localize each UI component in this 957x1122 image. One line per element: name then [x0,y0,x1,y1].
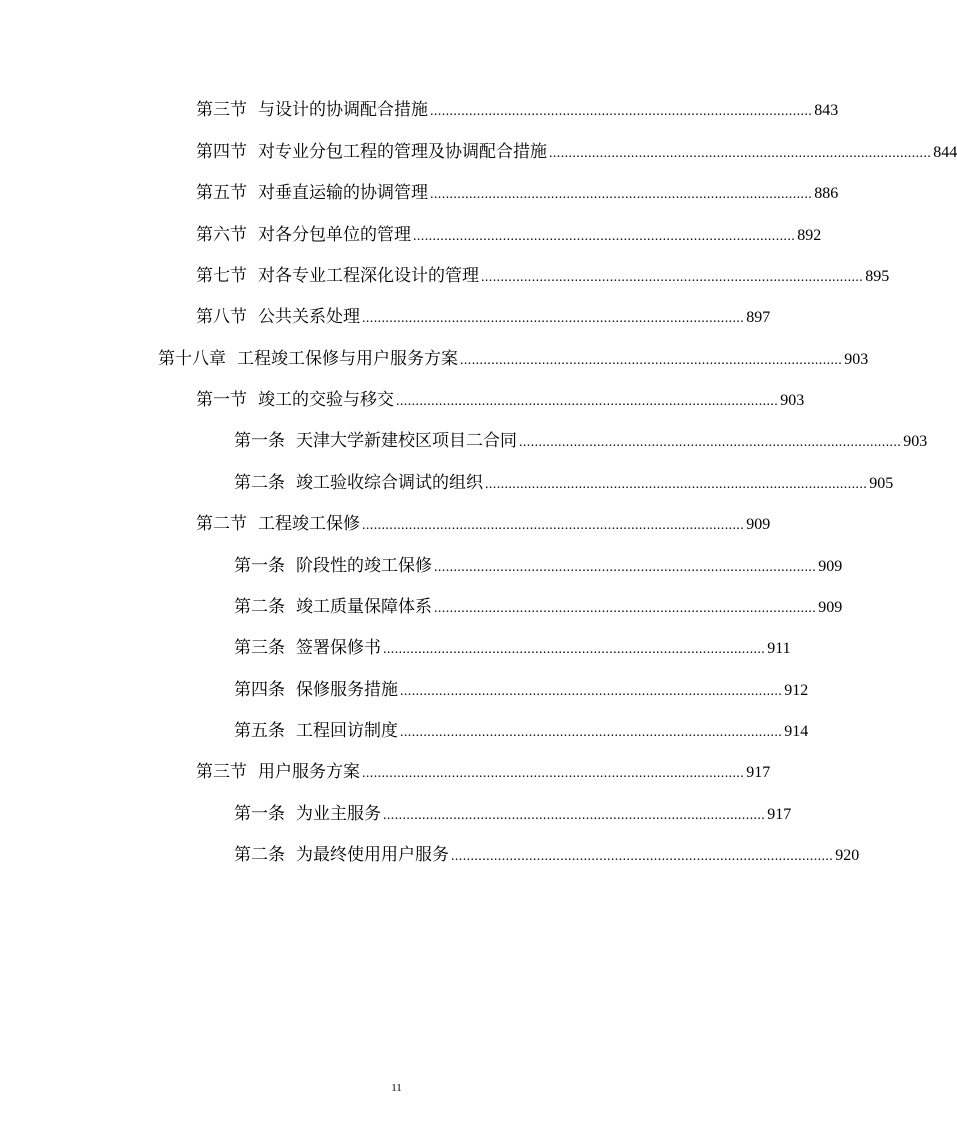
toc-entry-page: 909 [746,516,771,533]
dot-leader: .................................................................................................. [400,725,783,740]
toc-entry-page: 903 [903,433,928,450]
toc-entry[interactable] [234,470,894,496]
toc-entry-page: 920 [835,847,860,864]
toc-entry-number: 第一条 [234,431,285,451]
toc-entry-title: 工程竣工保修与用户服务方案 [237,349,458,369]
dot-leader: .................................................................................................. [519,435,902,450]
toc-entry-title: 竣工的交验与移交 [258,390,394,410]
toc-entry[interactable] [196,263,890,289]
toc-entry-page: 911 [767,640,791,657]
dot-leader: .................................................................................................. [481,270,864,285]
toc-entry-page: 903 [780,392,805,409]
dot-leader: .................................................................................................. [362,311,745,326]
toc-entry-title: 竣工质量保障体系 [296,597,432,617]
toc-entry-page: 912 [784,682,809,699]
toc-entry-page: 917 [746,764,771,781]
toc-entry[interactable] [234,677,809,703]
dot-leader: .................................................................................................. [383,808,766,823]
dot-leader: .................................................................................................. [383,642,766,657]
toc-entry-title: 对专业分包工程的管理及协调配合措施 [258,142,547,162]
dot-leader: .................................................................................................. [430,104,813,119]
toc-entry-page: 895 [865,268,890,285]
toc-entry-title: 工程回访制度 [296,721,398,741]
toc-entry[interactable] [234,553,843,579]
dot-leader: .................................................................................................. [362,518,745,533]
toc-entry-page: 903 [844,351,869,368]
toc-entry-number: 第一条 [234,804,285,824]
dot-leader: .................................................................................................. [413,229,796,244]
toc-entry-number: 第八节 [196,307,247,327]
toc-entry-page: 886 [814,185,839,202]
toc-chapter-entry[interactable] [158,346,869,372]
toc-entry-title: 对各分包单位的管理 [258,225,411,245]
toc-entry-number: 第一条 [234,556,285,576]
dot-leader: .................................................................................................. [460,353,843,368]
dot-leader: .................................................................................................. [396,394,779,409]
toc-entry-title: 对各专业工程深化设计的管理 [258,266,479,286]
toc-entry-number: 第二条 [234,845,285,865]
toc-entry-title: 为最终使用用户服务 [296,845,449,865]
toc-entry[interactable] [196,139,957,165]
dot-leader: .................................................................................................. [362,766,745,781]
toc-entry-title: 工程竣工保修 [258,514,360,534]
toc-entry-number: 第三节 [196,762,247,782]
toc-entry-number: 第十八章 [158,349,226,369]
toc-entry-title: 阶段性的竣工保修 [296,556,432,576]
toc-entry-page: 844 [933,144,957,161]
toc-entry-number: 第五节 [196,183,247,203]
toc-entry-title: 公共关系处理 [258,307,360,327]
page-number: 11 [391,1082,402,1094]
toc-entry-title: 保修服务措施 [296,680,398,700]
toc-entry-number: 第三节 [196,100,247,120]
toc-entry-page: 897 [746,309,771,326]
toc-entry[interactable] [196,511,771,537]
toc-entry-number: 第六节 [196,225,247,245]
toc-entry[interactable] [234,718,809,744]
toc-entry[interactable] [196,180,839,206]
toc-entry-page: 909 [818,599,843,616]
dot-leader: .................................................................................................. [400,684,783,699]
toc-entry-number: 第二条 [234,597,285,617]
toc-entry[interactable] [234,801,792,827]
dot-leader: .................................................................................................. [549,146,932,161]
toc-entry-page: 843 [814,102,839,119]
toc-entry[interactable] [234,635,791,661]
toc-entry[interactable] [234,428,928,454]
toc-entry-number: 第二条 [234,473,285,493]
toc-entry-number: 第四节 [196,142,247,162]
toc-entry[interactable] [196,222,822,248]
dot-leader: .................................................................................................. [451,849,834,864]
toc-entry[interactable] [234,842,860,868]
toc-entry-title: 天津大学新建校区项目二合同 [296,431,517,451]
dot-leader: .................................................................................................. [430,187,813,202]
toc-entry-title: 与设计的协调配合措施 [258,100,428,120]
toc-entry[interactable] [196,304,771,330]
toc-entry-title: 竣工验收综合调试的组织 [296,473,483,493]
toc-entry-page: 905 [869,475,894,492]
dot-leader: .................................................................................................. [485,477,868,492]
toc-entry-number: 第五条 [234,721,285,741]
toc-entry-number: 第一节 [196,390,247,410]
toc-entry-page: 892 [797,227,822,244]
dot-leader: .................................................................................................. [434,601,817,616]
toc-entry-number: 第四条 [234,680,285,700]
toc-entry-title: 对垂直运输的协调管理 [258,183,428,203]
dot-leader: .................................................................................................. [434,560,817,575]
toc-entry-title: 用户服务方案 [258,762,360,782]
toc-entry-number: 第七节 [196,266,247,286]
toc-entry[interactable] [196,97,839,123]
toc-entry-number: 第二节 [196,514,247,534]
toc-entry[interactable] [196,759,771,785]
toc-entry-title: 签署保修书 [296,638,381,658]
toc-entry-page: 917 [767,806,792,823]
toc-entry[interactable] [196,387,805,413]
toc-entry-number: 第三条 [234,638,285,658]
toc-entry-title: 为业主服务 [296,804,381,824]
toc-entry-page: 909 [818,558,843,575]
toc-entry[interactable] [234,594,843,620]
toc-entry-page: 914 [784,723,809,740]
